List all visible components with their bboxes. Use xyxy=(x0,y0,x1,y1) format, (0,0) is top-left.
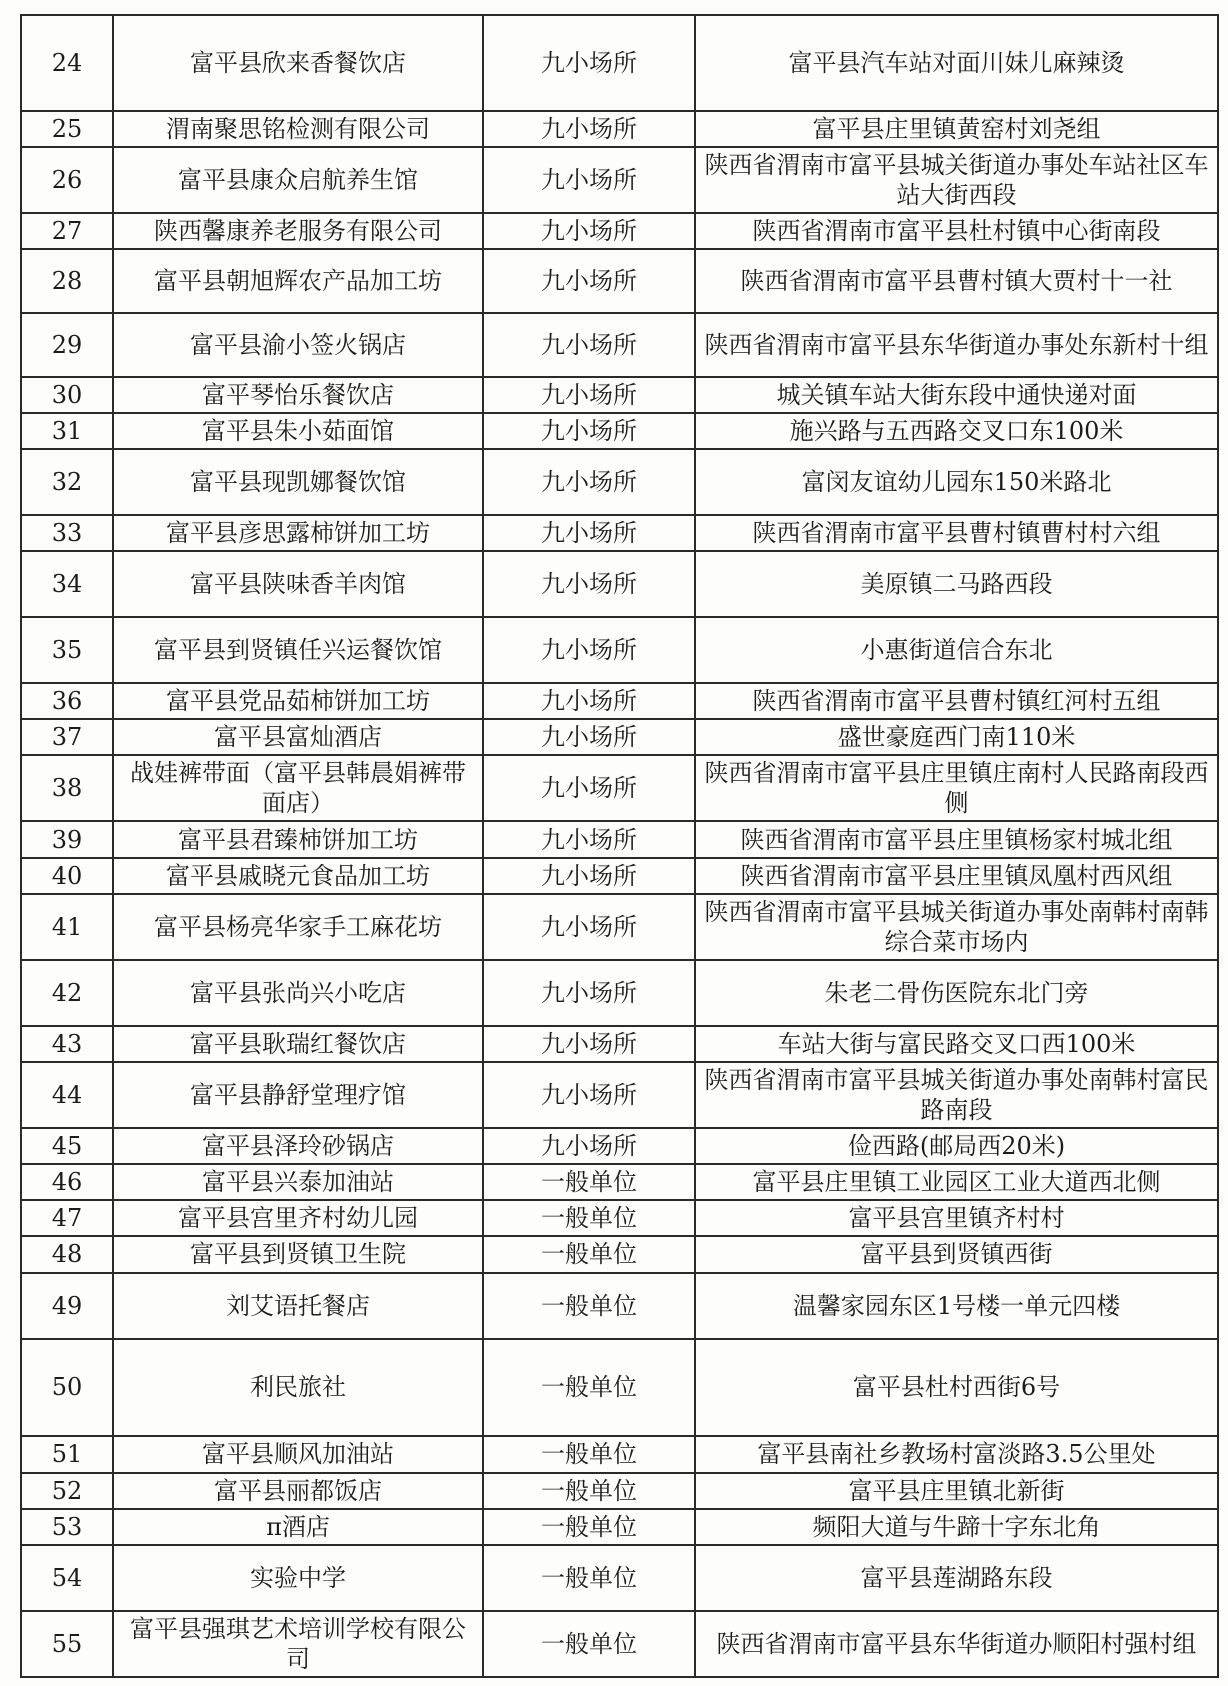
unit-type-cell: 一般单位 xyxy=(483,1236,695,1272)
table-row xyxy=(21,551,1218,617)
row-number-cell: 33 xyxy=(21,515,113,551)
row-number-cell: 41 xyxy=(21,894,113,960)
address-cell: 富平县汽车站对面川妹儿麻辣烫 xyxy=(695,15,1218,111)
unit-type-cell: 九小场所 xyxy=(483,858,695,894)
unit-name-cell: 富平县戚晓元食品加工坊 xyxy=(113,858,483,894)
table-row xyxy=(21,1128,1218,1164)
unit-name-cell: 富平县宫里齐村幼儿园 xyxy=(113,1200,483,1236)
address-cell: 陕西省渭南市富平县曹村镇曹村村六组 xyxy=(695,515,1218,551)
table-row xyxy=(21,111,1218,147)
unit-type-cell: 九小场所 xyxy=(483,15,695,111)
unit-name-cell: 富平县陕味香羊肉馆 xyxy=(113,551,483,617)
table-row xyxy=(21,449,1218,515)
unit-name-cell: 富平县到贤镇卫生院 xyxy=(113,1236,483,1272)
address-cell: 盛世豪庭西门南110米 xyxy=(695,719,1218,755)
table-row xyxy=(21,1200,1218,1236)
unit-name-cell: 富平县富灿酒店 xyxy=(113,719,483,755)
row-number-cell: 46 xyxy=(21,1164,113,1200)
address-cell: 城关镇车站大街东段中通快递对面 xyxy=(695,377,1218,413)
table-row xyxy=(21,821,1218,857)
unit-type-cell: 九小场所 xyxy=(483,147,695,213)
unit-type-cell: 一般单位 xyxy=(483,1545,695,1611)
unit-type-cell: 九小场所 xyxy=(483,377,695,413)
unit-type-cell: 九小场所 xyxy=(483,1062,695,1128)
unit-type-cell: 一般单位 xyxy=(483,1164,695,1200)
unit-type-cell: 九小场所 xyxy=(483,1128,695,1164)
unit-name-cell: 富平县康众启航养生馆 xyxy=(113,147,483,213)
address-cell: 陕西省渭南市富平县曹村镇红河村五组 xyxy=(695,683,1218,719)
unit-type-cell: 一般单位 xyxy=(483,1200,695,1236)
table-row xyxy=(21,1236,1218,1272)
unit-type-cell: 九小场所 xyxy=(483,894,695,960)
unit-type-cell: 九小场所 xyxy=(483,313,695,377)
unit-type-cell: 九小场所 xyxy=(483,755,695,821)
row-number-cell: 36 xyxy=(21,683,113,719)
row-number-cell: 30 xyxy=(21,377,113,413)
unit-name-cell: 刘艾语托餐店 xyxy=(113,1273,483,1339)
table-row xyxy=(21,1062,1218,1128)
unit-name-cell: 战娃裤带面（富平县韩晨娟裤带面店） xyxy=(113,755,483,821)
table-row xyxy=(21,858,1218,894)
row-number-cell: 24 xyxy=(21,15,113,111)
table-row xyxy=(21,1164,1218,1200)
table-row xyxy=(21,213,1218,249)
table-row xyxy=(21,719,1218,755)
row-number-cell: 47 xyxy=(21,1200,113,1236)
unit-name-cell: 富平县静舒堂理疗馆 xyxy=(113,1062,483,1128)
unit-type-cell: 一般单位 xyxy=(483,1273,695,1339)
unit-type-cell: 九小场所 xyxy=(483,683,695,719)
unit-name-cell: 富平县顺风加油站 xyxy=(113,1436,483,1472)
unit-name-cell: 富平县兴泰加油站 xyxy=(113,1164,483,1200)
row-number-cell: 26 xyxy=(21,147,113,213)
row-number-cell: 48 xyxy=(21,1236,113,1272)
table-row xyxy=(21,147,1218,213)
address-cell: 富平县宫里镇齐村村 xyxy=(695,1200,1218,1236)
address-cell: 富闵友谊幼儿园东150米路北 xyxy=(695,449,1218,515)
address-cell: 富平县到贤镇西街 xyxy=(695,1236,1218,1272)
unit-name-cell: 富平县渝小签火锅店 xyxy=(113,313,483,377)
unit-type-cell: 九小场所 xyxy=(483,821,695,857)
unit-name-cell: 富平县现凯娜餐饮馆 xyxy=(113,449,483,515)
address-cell: 小惠街道信合东北 xyxy=(695,617,1218,683)
unit-name-cell: 富平县强琪艺术培训学校有限公司 xyxy=(113,1611,483,1677)
row-number-cell: 34 xyxy=(21,551,113,617)
unit-name-cell: π酒店 xyxy=(113,1509,483,1545)
address-cell: 富平县庄里镇工业园区工业大道西北侧 xyxy=(695,1164,1218,1200)
row-number-cell: 37 xyxy=(21,719,113,755)
unit-type-cell: 一般单位 xyxy=(483,1436,695,1472)
address-cell: 陕西省渭南市富平县城关街道办事处车站社区车站大街西段 xyxy=(695,147,1218,213)
address-cell: 富平县莲湖路东段 xyxy=(695,1545,1218,1611)
unit-name-cell: 富平县耿瑞红餐饮店 xyxy=(113,1026,483,1062)
table-row xyxy=(21,617,1218,683)
address-cell: 陕西省渭南市富平县庄里镇庄南村人民路南段西侧 xyxy=(695,755,1218,821)
table-row xyxy=(21,377,1218,413)
address-cell: 陕西省渭南市富平县庄里镇凤凰村西风组 xyxy=(695,858,1218,894)
table-row xyxy=(21,683,1218,719)
unit-type-cell: 九小场所 xyxy=(483,551,695,617)
row-number-cell: 39 xyxy=(21,821,113,857)
address-cell: 富平县杜村西街6号 xyxy=(695,1339,1218,1437)
address-cell: 富平县南社乡教场村富淡路3.5公里处 xyxy=(695,1436,1218,1472)
row-number-cell: 43 xyxy=(21,1026,113,1062)
unit-name-cell: 富平县欣来香餐饮店 xyxy=(113,15,483,111)
unit-type-cell: 九小场所 xyxy=(483,1026,695,1062)
table-row xyxy=(21,1026,1218,1062)
row-number-cell: 53 xyxy=(21,1509,113,1545)
unit-type-cell: 九小场所 xyxy=(483,515,695,551)
table-row xyxy=(21,894,1218,960)
unit-type-cell: 九小场所 xyxy=(483,617,695,683)
address-cell: 俭西路(邮局西20米) xyxy=(695,1128,1218,1164)
unit-type-cell: 一般单位 xyxy=(483,1611,695,1677)
address-cell: 施兴路与五西路交叉口东100米 xyxy=(695,413,1218,449)
unit-name-cell: 陕西馨康养老服务有限公司 xyxy=(113,213,483,249)
table-row xyxy=(21,515,1218,551)
table-row xyxy=(21,249,1218,313)
table-row xyxy=(21,1509,1218,1545)
address-cell: 频阳大道与牛蹄十字东北角 xyxy=(695,1509,1218,1545)
unit-name-cell: 富平县张尚兴小吃店 xyxy=(113,960,483,1026)
unit-name-cell: 利民旅社 xyxy=(113,1339,483,1437)
unit-name-cell: 富平县杨亮华家手工麻花坊 xyxy=(113,894,483,960)
row-number-cell: 52 xyxy=(21,1473,113,1509)
row-number-cell: 55 xyxy=(21,1611,113,1677)
table-row xyxy=(21,960,1218,1026)
unit-type-cell: 九小场所 xyxy=(483,249,695,313)
unit-type-cell: 一般单位 xyxy=(483,1473,695,1509)
unit-type-cell: 九小场所 xyxy=(483,413,695,449)
row-number-cell: 44 xyxy=(21,1062,113,1128)
unit-type-cell: 九小场所 xyxy=(483,960,695,1026)
row-number-cell: 49 xyxy=(21,1273,113,1339)
address-cell: 陕西省渭南市富平县城关街道办事处南韩村富民路南段 xyxy=(695,1062,1218,1128)
table-row xyxy=(21,413,1218,449)
unit-name-cell: 富平琴怡乐餐饮店 xyxy=(113,377,483,413)
address-cell: 美原镇二马路西段 xyxy=(695,551,1218,617)
row-number-cell: 29 xyxy=(21,313,113,377)
address-cell: 陕西省渭南市富平县庄里镇杨家村城北组 xyxy=(695,821,1218,857)
address-cell: 富平县庄里镇黄窑村刘尧组 xyxy=(695,111,1218,147)
row-number-cell: 40 xyxy=(21,858,113,894)
unit-name-cell: 富平县朱小茹面馆 xyxy=(113,413,483,449)
row-number-cell: 31 xyxy=(21,413,113,449)
unit-name-cell: 富平县丽都饭店 xyxy=(113,1473,483,1509)
table-row xyxy=(21,1545,1218,1611)
unit-name-cell: 富平县到贤镇任兴运餐饮馆 xyxy=(113,617,483,683)
address-cell: 陕西省渭南市富平县东华街道办事处东新村十组 xyxy=(695,313,1218,377)
unit-type-cell: 九小场所 xyxy=(483,111,695,147)
row-number-cell: 32 xyxy=(21,449,113,515)
unit-type-cell: 一般单位 xyxy=(483,1339,695,1437)
address-cell: 陕西省渭南市富平县东华街道办顺阳村强村组 xyxy=(695,1611,1218,1677)
unit-name-cell: 富平县朝旭辉农产品加工坊 xyxy=(113,249,483,313)
table-row xyxy=(21,1473,1218,1509)
row-number-cell: 50 xyxy=(21,1339,113,1437)
unit-name-cell: 富平县彦思露柿饼加工坊 xyxy=(113,515,483,551)
row-number-cell: 35 xyxy=(21,617,113,683)
table-row xyxy=(21,313,1218,377)
table-row xyxy=(21,755,1218,821)
unit-type-cell: 九小场所 xyxy=(483,719,695,755)
table-row xyxy=(21,1611,1218,1677)
address-cell: 富平县庄里镇北新街 xyxy=(695,1473,1218,1509)
unit-name-cell: 渭南聚思铭检测有限公司 xyxy=(113,111,483,147)
row-number-cell: 42 xyxy=(21,960,113,1026)
row-number-cell: 45 xyxy=(21,1128,113,1164)
address-cell: 陕西省渭南市富平县城关街道办事处南韩村南韩综合菜市场内 xyxy=(695,894,1218,960)
address-cell: 车站大街与富民路交叉口西100米 xyxy=(695,1026,1218,1062)
unit-name-cell: 富平县泽玲砂锅店 xyxy=(113,1128,483,1164)
row-number-cell: 54 xyxy=(21,1545,113,1611)
table-body xyxy=(21,15,1218,1677)
address-cell: 陕西省渭南市富平县曹村镇大贾村十一社 xyxy=(695,249,1218,313)
address-cell: 朱老二骨伤医院东北门旁 xyxy=(695,960,1218,1026)
unit-type-cell: 一般单位 xyxy=(483,1509,695,1545)
unit-type-cell: 九小场所 xyxy=(483,449,695,515)
unit-name-cell: 富平县君臻柿饼加工坊 xyxy=(113,821,483,857)
row-number-cell: 51 xyxy=(21,1436,113,1472)
address-cell: 温馨家园东区1号楼一单元四楼 xyxy=(695,1273,1218,1339)
table-row xyxy=(21,1273,1218,1339)
unit-type-cell: 九小场所 xyxy=(483,213,695,249)
row-number-cell: 25 xyxy=(21,111,113,147)
row-number-cell: 28 xyxy=(21,249,113,313)
inspection-units-table xyxy=(20,14,1219,1678)
address-cell: 陕西省渭南市富平县杜村镇中心街南段 xyxy=(695,213,1218,249)
unit-name-cell: 富平县党品茹柿饼加工坊 xyxy=(113,683,483,719)
row-number-cell: 27 xyxy=(21,213,113,249)
table-row xyxy=(21,15,1218,111)
unit-name-cell: 实验中学 xyxy=(113,1545,483,1611)
table-row xyxy=(21,1339,1218,1437)
row-number-cell: 38 xyxy=(21,755,113,821)
table-row xyxy=(21,1436,1218,1472)
